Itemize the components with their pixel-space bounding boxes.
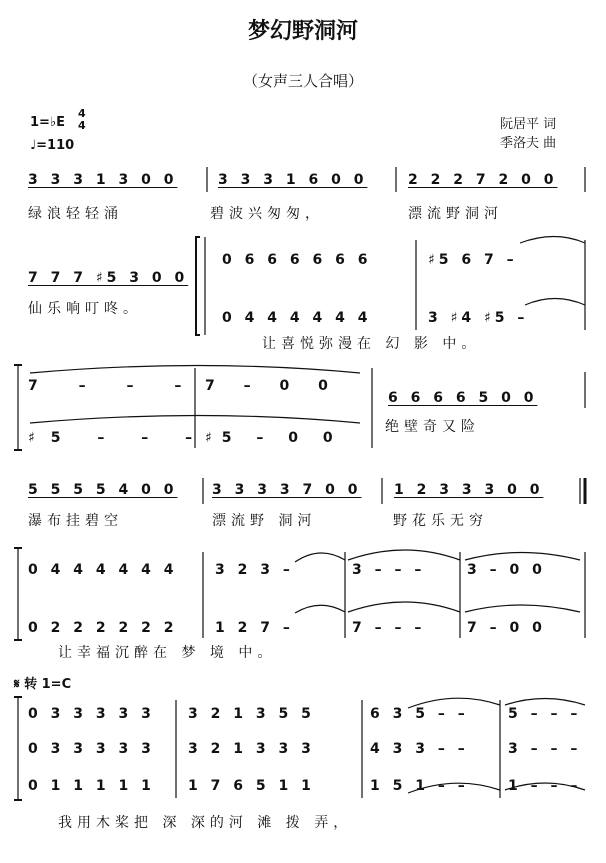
row6-voice1-measure-4: 5 – – –: [508, 706, 582, 722]
time-signature-top: 4: [78, 107, 86, 120]
row6-voice1-measure-1: 0 3 3 3 3 3: [28, 706, 155, 722]
row1-lyric-3: 漂流野洞河: [408, 206, 503, 222]
row2-measure-1: 7 7 7 ♯5 3 0 0: [28, 270, 189, 286]
row4-measure-3: 1 2 3 3 3 0 0: [394, 482, 544, 498]
row5-lower-measure-4: 7 – 0 0: [467, 620, 546, 636]
composer-credit: 季洛夫 曲: [500, 136, 557, 151]
row2-lyric-1: 仙乐响叮咚。: [28, 301, 142, 317]
row5-upper-measure-3: 3 – – –: [352, 562, 426, 578]
row6-voice1-measure-3: 6 3 5 – –: [370, 706, 469, 722]
row4-measure-1: 5 5 5 5 4 0 0: [28, 482, 178, 498]
row2-upper-measure-1: 0 6 6 6 6 6 6: [222, 252, 372, 268]
row3-lower-measure-1: ♯5 – – –: [28, 430, 209, 446]
row1-measure-3: 2 2 2 7 2 0 0: [408, 172, 558, 188]
row6-lyric: 我用木桨把 深 深的河 滩 拨 弄，: [58, 815, 353, 831]
time-signature-bottom: 4: [78, 119, 86, 132]
row5-lyric: 让幸福沉醉在 梦 境 中。: [58, 645, 277, 661]
lyricist-credit: 阮居平 词: [500, 117, 557, 132]
page-subtitle: （女声三人合唱）: [242, 72, 363, 90]
row3-lower-measure-2: ♯5 – 0 0: [205, 430, 343, 446]
row2-lower-measure-1: 0 4 4 4 4 4 4: [222, 310, 372, 326]
row4-lyric-1: 瀑布挂碧空: [28, 513, 123, 529]
row5-upper-measure-2: 3 2 3 –: [215, 562, 294, 578]
row6-voice2-measure-1: 0 3 3 3 3 3: [28, 741, 155, 757]
row6-voice2-measure-4: 3 – – –: [508, 741, 582, 757]
row6-voice3-measure-4: 1 – – –: [508, 778, 582, 794]
row1-lyric-1: 绿浪轻轻涌: [28, 206, 123, 222]
row4-lyric-2: 漂流野 洞河: [212, 513, 317, 529]
row3-measure-3: 6 6 6 6 5 0 0: [388, 390, 538, 406]
row5-upper-measure-1: 0 4 4 4 4 4 4: [28, 562, 178, 578]
row6-voice2-measure-3: 4 3 3 – –: [370, 741, 469, 757]
row2-lower-measure-2: 3 ♯4 ♯5 –: [428, 310, 529, 326]
row5-upper-measure-4: 3 – 0 0: [467, 562, 546, 578]
row2-lyric-2: 让喜悦弥漫在 幻 影 中。: [262, 336, 481, 352]
row6-voice3-measure-2: 1 7 6 5 1 1: [188, 778, 315, 794]
row5-lower-measure-3: 7 – – –: [352, 620, 426, 636]
row1-measure-1: 3 3 3 1 3 0 0: [28, 172, 178, 188]
row1-lyric-2: 碧波兴匆匆，: [210, 206, 324, 222]
row1-measure-2: 3 3 3 1 6 0 0: [218, 172, 368, 188]
segno-key-change: 𝄋 转 1=C: [14, 677, 72, 692]
row5-lower-measure-2: 1 2 7 –: [215, 620, 294, 636]
row4-measure-2: 3 3 3 3 7 0 0: [212, 482, 362, 498]
row2-upper-measure-2: ♯5 6 7 –: [428, 252, 518, 268]
row6-voice3-measure-3: 1 5 1 – –: [370, 778, 469, 794]
row3-upper-measure-2: 7 – 0 0: [205, 378, 340, 394]
tempo-marking: ♩=110: [30, 138, 75, 153]
row4-lyric-3: 野花乐无穷: [393, 513, 488, 529]
key-signature: 1=♭E: [30, 115, 65, 130]
row3-lyric-3: 绝壁奇又险: [385, 419, 480, 435]
page-title: 梦幻野洞河: [247, 19, 358, 44]
row6-voice3-measure-1: 0 1 1 1 1 1: [28, 778, 155, 794]
row3-upper-measure-1: 7 – – –: [28, 378, 200, 394]
row6-voice2-measure-2: 3 2 1 3 3 3: [188, 741, 315, 757]
row6-voice1-measure-2: 3 2 1 3 5 5: [188, 706, 315, 722]
row5-lower-measure-1: 0 2 2 2 2 2 2: [28, 620, 178, 636]
